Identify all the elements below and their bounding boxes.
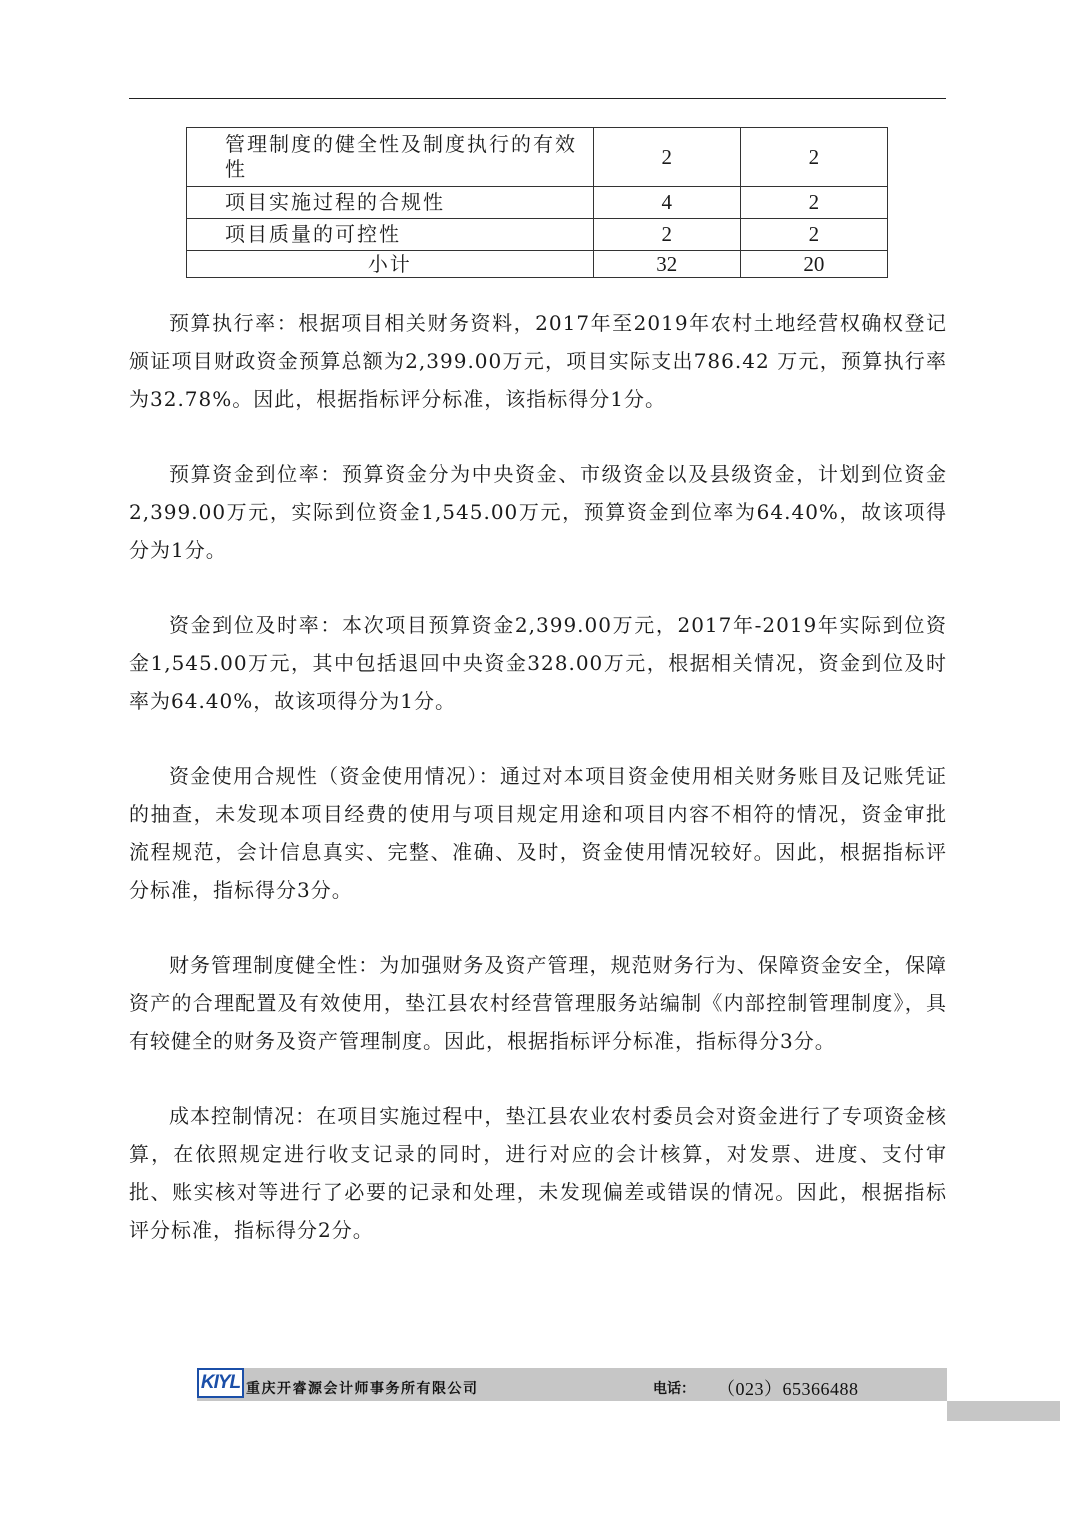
paragraph-funds-arrival-rate: 预算资金到位率：预算资金分为中央资金、市级资金以及县级资金，计划到位资金2,399.00万元，实际到位资金1,545.00万元，预算资金到位率为64.40%，故该项得分为1分。 [129, 462, 947, 562]
table-cell-weight: 2 [593, 128, 740, 187]
header-rule [129, 98, 946, 99]
paragraph-funds-timeliness: 资金到位及时率：本次项目预算资金2,399.00万元，2017年-2019年实际到位资金1,545.00万元，其中包括退回中央资金328.00万元，根据相关情况，资金到位及时率为64.40%，故该项得分为1分。 [129, 613, 947, 713]
table-cell-item: 项目质量的可控性 [187, 219, 594, 251]
table-row [187, 128, 888, 187]
paragraph-financial-system: 财务管理制度健全性：为加强财务及资产管理，规范财务行为、保障资金安全，保障资产的合理配置及有效使用，垫江县农村经营管理服务站编制《内部控制管理制度》，具有较健全的财务及资产管理制度。因此，根据指标评分标准，指标得分3分。 [129, 953, 947, 1053]
table-row [187, 187, 888, 219]
table-cell-score: 2 [740, 128, 887, 187]
paragraph-cost-control: 成本控制情况：在项目实施过程中，垫江县农业农村委员会对资金进行了专项资金核算，在依照规定进行收支记录的同时，进行对应的会计核算，对发票、进度、支付审批、账实核对等进行了必要的记录和处理，未发现偏差或错误的情况。因此，根据指标评分标准，指标得分2分。 [129, 1104, 947, 1242]
phone-number: （023）65366488 [717, 1379, 859, 1399]
firm-name: 重庆开睿源会计师事务所有限公司 [246, 1381, 479, 1397]
footer-bar-extension [947, 1401, 1060, 1421]
firm-logo: KIYL [197, 1368, 244, 1398]
paragraph-funds-compliance: 资金使用合规性（资金使用情况）：通过对本项目资金使用相关财务账目及记账凭证的抽查，未发现本项目经费的使用与项目规定用途和项目内容不相符的情况，资金审批流程规范，会计信息真实、完整、准确、及时，资金使用情况较好。因此，根据指标评分标准，指标得分3分。 [129, 764, 947, 902]
table-row [187, 219, 888, 251]
table-cell-item: 项目实施过程的合规性 [187, 187, 594, 219]
phone-label: 电话： [653, 1381, 695, 1397]
table-cell-weight: 2 [593, 219, 740, 251]
body-text [129, 304, 947, 1286]
table-cell-weight: 32 [593, 251, 740, 278]
paragraph-budget-execution: 预算执行率：根据项目相关财务资料，2017年至2019年农村土地经营权确权登记颁证项目财政资金预算总额为2,399.00万元，项目实际支出786.42 万元，预算执行率为32.78%。因此，根据指标评分标准，该指标得分1分。 [129, 311, 947, 411]
table-cell-item: 管理制度的健全性及制度执行的有效性 [187, 128, 594, 187]
table-row-subtotal [187, 251, 888, 278]
score-table [186, 127, 888, 278]
table-cell-score: 2 [740, 187, 887, 219]
table-cell-score: 20 [740, 251, 887, 278]
table-cell-score: 2 [740, 219, 887, 251]
table-cell-item: 小计 [187, 251, 594, 278]
table-cell-weight: 4 [593, 187, 740, 219]
